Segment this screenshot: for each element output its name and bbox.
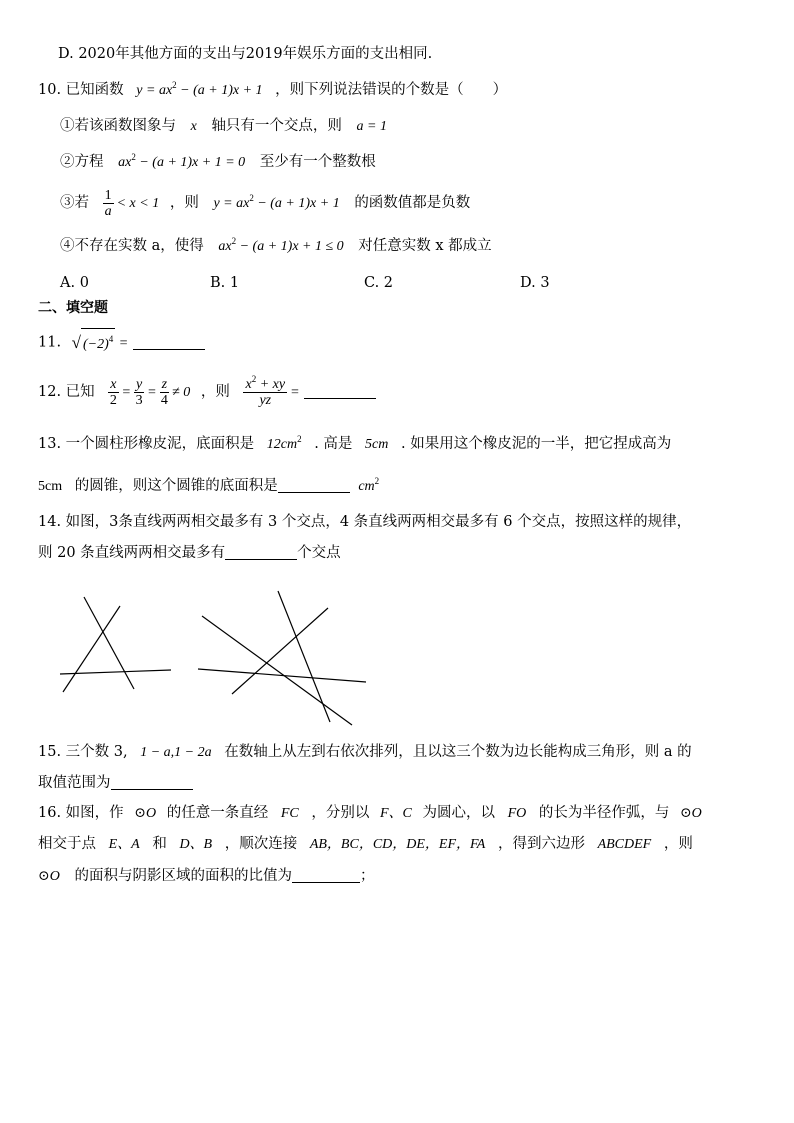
q11 [38,328,205,359]
q13-unit-value: cm [358,479,375,494]
q10-s1-text-a: ①若该函数图象与 [60,118,176,134]
q16-centers-f-c: F、C [379,806,412,821]
q13-line2 [38,476,379,497]
q10-function-formula: $y = ax^2 - (a + 1)x + 1$ [136,80,263,98]
q16-text-d: 为圆心，以 [422,805,495,821]
q16-text-end: ； [359,868,375,884]
q16-text-e: 的长为半径作弧，与 [538,805,670,821]
q10-s2-text-b: 至少有一个整数根 [259,154,376,170]
figure-line [278,591,330,722]
q13-text-d: 的圆锥，则这个圆锥的底面积是 [74,478,278,494]
q16-text-k: 的面积与阴影区域的面积的比值为 [74,868,292,884]
q16-text-g: 和 [152,836,167,852]
q13-base-area-value: 12cm [266,437,298,452]
q16-text-b: 的任意一条直经 [166,805,269,821]
q15-text-c: 取值范围为 [38,775,111,791]
q10-option-d: D. 3 [520,275,550,291]
q13-line1 [38,434,671,455]
q16-radius-fo: FO [507,806,527,821]
q15-numbers: 1 − a,1 − 2a [140,745,212,760]
q10-s3-text-c: 的函数值都是负数 [354,195,471,211]
q16-line3 [38,866,374,887]
q10-statement-2 [60,152,376,173]
q12-expression: $\frac{x^2 + xy}{yz}$ = [245,374,300,409]
q16-text-c: ，分别以 [311,805,370,821]
q16-text-h: ，顺次连接 [224,836,298,852]
q16-segments: AB，BC，CD，DE，EF，FA [309,837,486,852]
q15-line1 [38,742,692,763]
q10-option-b: B. 1 [210,275,240,291]
q16-points-d-b: D、B [179,837,213,852]
figure-line [63,606,120,692]
q12 [38,372,376,413]
q10-s2-equation: $ax^2 - (a + 1)x + 1 = 0$ [118,152,246,170]
q10-stem [38,80,507,101]
q16-line1 [38,803,702,824]
q12-label: 12. 已知 [38,384,95,400]
q14-line2 [38,543,341,563]
q12-answer-blank[interactable] [304,383,376,399]
q14-line1: 14. 如图，3条直线两两相交最多有 3 个交点，4 条直线两两相交最多有 6 个交点，按照这样的规律， [38,514,692,530]
q10-stem-tail: ，则下列说法错误的个数是（ ） [275,82,508,98]
q16-text-j: ，则 [663,836,693,852]
q10-s4-text-a: ④不存在实数 a，使得 [60,238,204,254]
q10-option-a: A. 0 [60,275,89,291]
q15-answer-blank[interactable] [111,774,193,790]
q12-given-ratio: $\frac{x}{2}$ = $\frac{y}{3}$ = $\frac{z}{4}$ ≠ 0 [109,377,191,409]
q16-diameter-fc: FC [280,806,299,821]
q16-answer-blank[interactable] [292,867,360,883]
q11-label: 11. [38,334,62,351]
q10-statement-4 [60,236,492,257]
q13-answer-blank[interactable] [278,477,350,493]
q15-text-a: 15. 三个数 3, [38,744,128,760]
q10-s3-inequality: $\frac{1}{a}$ < x < 1 [104,188,160,220]
q16-text-i: ，得到六边形 [497,836,585,852]
q15-text-b: 在数轴上从左到右依次排列，且以这三个数为边长能构成三角形，则 a 的 [224,744,692,760]
q13-base-area: $12cm^2$ [266,434,302,452]
q13-height: 5cm [365,437,389,452]
q10-s4-inequality: $ax^2 - (a + 1)x + 1 \le 0$ [218,236,344,254]
q14-text-b: 个交点 [297,545,341,561]
q10-option-c: C. 2 [364,275,394,291]
q14-text-a: 则 20 条直线两两相交最多有 [38,545,226,561]
q9-option-d: D. 2020年其他方面的支出与2019年娱乐方面的支出相同. [58,46,433,62]
q16-circle-o: ⊙O [134,806,157,821]
q10-s3-function: $y = ax^2 - (a + 1)x + 1$ [213,193,340,211]
q16-circle-o-3: ⊙O [38,869,60,884]
q16-circle-o-2: ⊙O [679,806,702,821]
q12-text-mid: ，则 [200,384,230,400]
q13-text-c: . 如果用这个橡皮泥的一半，把它捏成高为 [400,436,672,452]
q10-stem-label: 10. 已知函数 [38,82,124,98]
section-fill-in-title: 二、填空题 [38,300,108,316]
q13-unit: $cm^2$ [358,476,380,494]
q10-s1-text-b: 轴只有一个交点，则 [211,118,342,134]
four-lines-figure [192,584,372,729]
figure-line [198,669,366,682]
q16-hexagon: ABCDEF [597,837,652,852]
three-lines-figure [50,588,180,698]
q11-expression: √ $(-2)^4$ = [72,336,129,351]
q16-text-a: 16. 如图，作 [38,805,124,821]
q10-statement-3 [60,186,470,221]
q10-s1-x: x [190,119,197,134]
q11-answer-blank[interactable] [133,334,205,350]
q10-s2-text-a: ②方程 [60,154,104,170]
q10-s3-text-a: ③若 [60,195,89,211]
q13-text-b: . 高是 [314,436,353,452]
q14-answer-blank[interactable] [225,544,297,560]
q16-text-f: 相交于点 [38,836,96,852]
q13-text-a: 13. 一个圆柱形橡皮泥，底面积是 [38,436,255,452]
q16-line2 [38,834,693,855]
q10-s4-text-b: 对任意实数 x 都成立 [358,238,492,254]
q13-cone-height: 5cm [38,479,63,494]
q15-line2 [38,773,193,793]
q10-statement-1 [60,116,387,137]
q16-points-e-a: E、A [108,837,140,852]
figure-line [84,597,134,689]
q10-s1-condition: a = 1 [356,119,387,134]
q10-s3-text-b: ，则 [169,195,199,211]
